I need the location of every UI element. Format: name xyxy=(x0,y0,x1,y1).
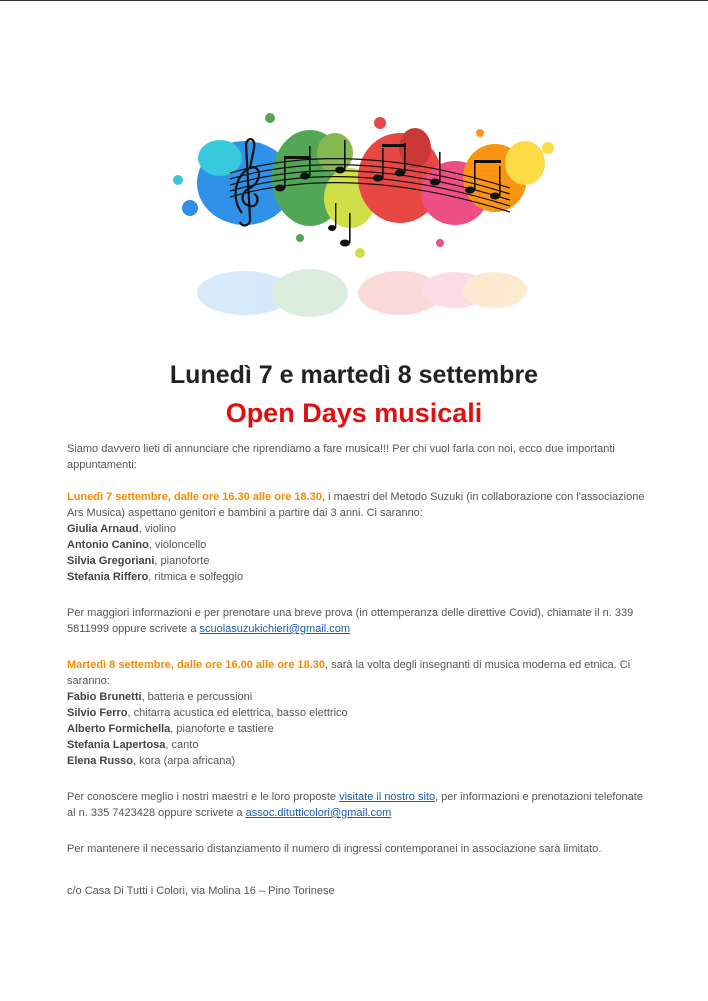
teacher-row: Stefania Riffero, ritmica e solfeggio xyxy=(67,571,244,583)
intro-paragraph: Siamo davvero lieti di annunciare che riprendiamo a fare musica!!! Per chi vuol farla con noi, ecco due importanti appuntamenti: xyxy=(67,443,615,471)
distancing-note: Per mantenere il necessario distanziamento il numero di ingressi contemporanei in associazione sarà limitato. xyxy=(67,843,602,855)
main-title: Open Days musicali xyxy=(225,398,483,428)
teacher-row: Antonio Canino, violoncello xyxy=(67,539,207,551)
day2-text: , sarà la volta degli insegnanti di musica moderna ed etnica. Ci saranno: xyxy=(67,659,631,687)
teacher-row: Silvio Ferro, chitarra acustica ed elettrica, basso elettrico xyxy=(67,707,348,719)
teacher-row: Stefania Lapertosa, canto xyxy=(67,739,199,751)
day1-text: , i maestri del Metodo Suzuki (in collaborazione con l'associazione Ars Musica) aspettano genitori e bambini a partire dai 3 anni. Ci saranno: xyxy=(67,491,645,519)
info1-paragraph: Per maggiori informazioni e per prenotare una breve prova (in ottemperanza delle direttive Covid), chiamate il n. 339 5811999 oppure scrivete a scuolasuzukichieri@gmail.com xyxy=(67,607,634,635)
teacher-row: Fabio Brunetti, batteria e percussioni xyxy=(67,691,253,703)
day2-paragraph xyxy=(67,657,647,769)
email-link-suzuki[interactable]: scuolasuzukichieri@gmail.com xyxy=(199,623,351,635)
address-line: c/o Casa Di Tutti i Colori, via Molina 16 – Pino Torinese xyxy=(67,885,335,897)
day2-highlight: Martedì 8 settembre, dalle ore 16.00 alle ore 18.30 xyxy=(67,659,326,671)
teacher-row: Silvia Gregoriani, pianoforte xyxy=(67,555,210,567)
info2-paragraph: Per conoscere meglio i nostri maestri e le loro proposte visitate il nostro sito, per informazioni e prenotazioni telefonate al n. 335 7423428 oppure scrivete a assoc.ditutticolori@gmail.com xyxy=(67,791,643,819)
website-link[interactable]: visitate il nostro sito xyxy=(339,791,436,803)
date-heading: Lunedì 7 e martedì 8 settembre xyxy=(169,361,539,389)
teacher-row: Alberto Formichella, pianoforte e tastiere xyxy=(67,723,274,735)
teacher-row: Giulia Arnaud, violino xyxy=(67,523,177,535)
day1-paragraph xyxy=(67,489,647,585)
day1-highlight: Lunedì 7 settembre, dalle ore 16.30 alle ore 18.30 xyxy=(67,491,322,503)
teacher-row: Elena Russo, kora (arpa africana) xyxy=(67,755,236,767)
email-link-ditutticolori[interactable]: assoc.ditutticolori@gmail.com xyxy=(245,807,392,819)
paint-splash-music-image xyxy=(150,78,560,333)
announcement-body xyxy=(67,441,647,915)
top-rule xyxy=(0,0,708,1)
